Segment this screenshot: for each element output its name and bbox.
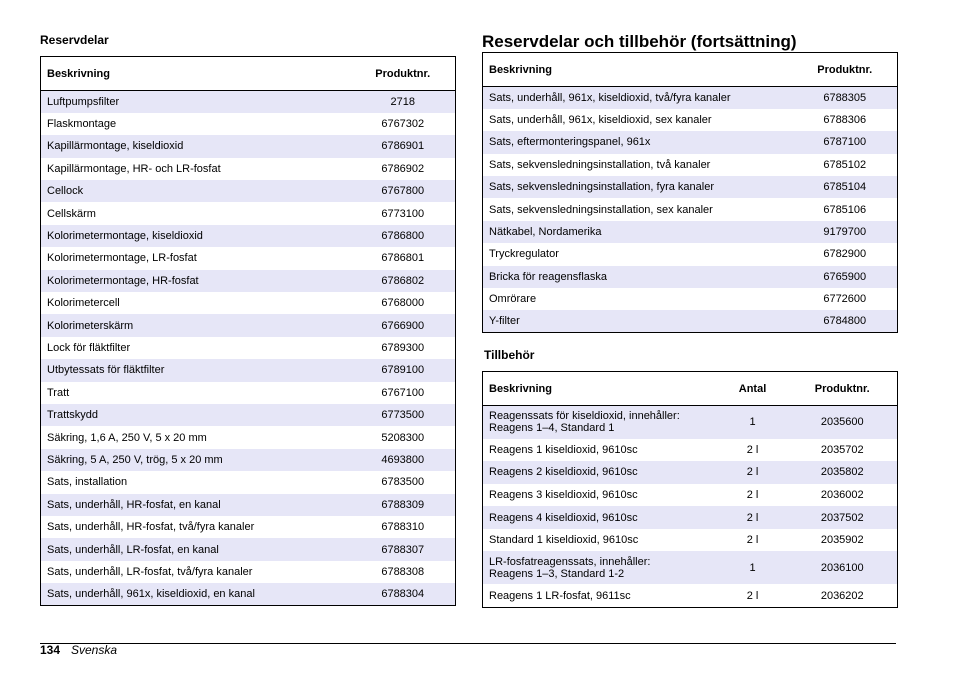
cell-product-number: 6767302 (351, 113, 456, 135)
cell-description: Sats, sekvensledningsinstallation, sex kanaler (483, 198, 793, 220)
cell-product-number: 6788309 (351, 494, 456, 516)
accessories-table (482, 371, 898, 608)
cell-description: Kolorimeterskärm (41, 314, 351, 336)
cell-description: Kolorimetermontage, LR-fosfat (41, 247, 351, 269)
cell-product-number: 2037502 (788, 506, 898, 529)
cell-product-number: 6786800 (351, 225, 456, 247)
cell-description: Tryckregulator (483, 243, 793, 265)
table-header-row (483, 372, 898, 406)
description-line: Reagens 1–3, Standard 1-2 (489, 567, 625, 580)
table-row (483, 87, 898, 109)
cell-description (483, 584, 718, 607)
cell-product-number: 6767800 (351, 180, 456, 202)
cell-description: Kolorimetercell (41, 292, 351, 314)
spare-parts-table (40, 56, 456, 606)
cell-product-number: 6789100 (351, 359, 456, 381)
cell-description (483, 529, 718, 552)
table-row (483, 198, 898, 220)
cell-product-number: 6773100 (351, 202, 456, 224)
table-row (483, 529, 898, 552)
cell-product-number: 6786902 (351, 158, 456, 180)
cell-description: Sats, underhåll, HR-fosfat, två/fyra kanaler (41, 516, 351, 538)
cell-product-number: 2035902 (788, 529, 898, 552)
cell-product-number: 6788304 (351, 583, 456, 605)
cell-product-number: 6785104 (793, 176, 898, 198)
cell-product-number: 6773500 (351, 404, 456, 426)
cell-description: Kolorimetermontage, HR-fosfat (41, 270, 351, 292)
table-header-row (483, 53, 898, 87)
table-row (483, 551, 898, 584)
cell-description: Nätkabel, Nordamerika (483, 221, 793, 243)
description-line: Reagens 1 kiseldioxid, 9610sc (489, 443, 638, 456)
column-header-description: Beskrivning (483, 53, 793, 87)
column-header-quantity: Antal (718, 372, 788, 406)
cell-description: Sats, installation (41, 471, 351, 493)
cell-quantity: 1 (718, 551, 788, 584)
table-row (41, 471, 456, 493)
cell-description: Utbytessats för fläktfilter (41, 359, 351, 381)
table-row (483, 221, 898, 243)
table-row (41, 382, 456, 404)
table-row (483, 406, 898, 439)
table-row (483, 484, 898, 507)
cell-product-number: 6788310 (351, 516, 456, 538)
table-row (483, 288, 898, 310)
table-row (41, 426, 456, 448)
cell-description: Säkring, 5 A, 250 V, trög, 5 x 20 mm (41, 449, 351, 471)
page-title: Reservdelar och tillbehör (fortsättning) (482, 32, 797, 51)
cell-product-number: 6765900 (793, 266, 898, 288)
table-row (41, 359, 456, 381)
description-line: Reagenssats för kiseldioxid, innehåller: (489, 410, 680, 423)
table-header-row (41, 57, 456, 91)
cell-description: Cellskärm (41, 202, 351, 224)
cell-product-number: 6786801 (351, 247, 456, 269)
description-line: Reagens 2 kiseldioxid, 9610sc (489, 466, 638, 479)
column-header-description: Beskrivning (483, 372, 718, 406)
cell-description: Sats, underhåll, 961x, kiseldioxid, två/fyra kanaler (483, 87, 793, 109)
table-row (41, 225, 456, 247)
cell-product-number: 6785106 (793, 198, 898, 220)
cell-product-number: 6766900 (351, 314, 456, 336)
description-line: Reagens 4 kiseldioxid, 9610sc (489, 511, 638, 524)
table-row (41, 314, 456, 336)
footer-rule (40, 643, 896, 644)
cell-description: Kolorimetermontage, kiseldioxid (41, 225, 351, 247)
cell-description: Sats, sekvensledningsinstallation, två kanaler (483, 154, 793, 176)
table-row (41, 91, 456, 113)
cell-product-number: 6768000 (351, 292, 456, 314)
table-row (41, 202, 456, 224)
table-row (41, 292, 456, 314)
table-row (41, 158, 456, 180)
table-row (483, 176, 898, 198)
cell-description: Säkring, 1,6 A, 250 V, 5 x 20 mm (41, 426, 351, 448)
description-line: Reagens 3 kiseldioxid, 9610sc (489, 488, 638, 501)
cell-product-number: 5208300 (351, 426, 456, 448)
cell-description: Y-filter (483, 310, 793, 332)
cell-description: Kapillärmontage, HR- och LR-fosfat (41, 158, 351, 180)
table-row (41, 247, 456, 269)
cell-description: Sats, sekvensledningsinstallation, fyra kanaler (483, 176, 793, 198)
cell-product-number: 6786901 (351, 135, 456, 157)
table-row (41, 270, 456, 292)
table-row (483, 439, 898, 462)
cell-product-number: 4693800 (351, 449, 456, 471)
cell-description: Trattskydd (41, 404, 351, 426)
cell-product-number: 2036002 (788, 484, 898, 507)
cell-product-number: 6788306 (793, 109, 898, 131)
cell-product-number: 2035802 (788, 461, 898, 484)
table-row (41, 538, 456, 560)
cell-description: Omrörare (483, 288, 793, 310)
table-row (41, 516, 456, 538)
table-row (41, 404, 456, 426)
cell-product-number: 6789300 (351, 337, 456, 359)
cell-description: Luftpumpsfilter (41, 91, 351, 113)
cell-description: Tratt (41, 382, 351, 404)
column-header-product-number: Produktnr. (793, 53, 898, 87)
cell-description: Flaskmontage (41, 113, 351, 135)
cell-product-number: 6788307 (351, 538, 456, 560)
table-row (41, 113, 456, 135)
cell-product-number: 9179700 (793, 221, 898, 243)
table-row (483, 154, 898, 176)
section-heading-accessories: Tillbehör (484, 348, 535, 362)
cell-description: Sats, underhåll, LR-fosfat, två/fyra kanaler (41, 561, 351, 583)
cell-product-number: 6772600 (793, 288, 898, 310)
cell-product-number: 6784800 (793, 310, 898, 332)
spare-parts-continued-table (482, 52, 898, 333)
cell-product-number: 6788308 (351, 561, 456, 583)
cell-description: Sats, underhåll, 961x, kiseldioxid, en kanal (41, 583, 351, 605)
table-row (483, 584, 898, 607)
table-row (483, 243, 898, 265)
table-row (483, 109, 898, 131)
description-line: Reagens 1–4, Standard 1 (489, 422, 615, 435)
description-line: Reagens 1 LR-fosfat, 9611sc (489, 589, 631, 602)
cell-product-number: 6782900 (793, 243, 898, 265)
table-row (41, 180, 456, 202)
cell-quantity: 2 l (718, 484, 788, 507)
table-row (483, 266, 898, 288)
cell-description: Bricka för reagensflaska (483, 266, 793, 288)
cell-description: Sats, underhåll, LR-fosfat, en kanal (41, 538, 351, 560)
table-row (41, 561, 456, 583)
cell-description (483, 484, 718, 507)
table-row (41, 494, 456, 516)
cell-product-number: 6787100 (793, 131, 898, 153)
cell-description: Sats, eftermonteringspanel, 961x (483, 131, 793, 153)
table-row (483, 310, 898, 332)
table-row (483, 506, 898, 529)
column-header-product-number: Produktnr. (351, 57, 456, 91)
column-header-product-number: Produktnr. (788, 372, 898, 406)
description-line: LR-fosfatreagenssats, innehåller: (489, 555, 651, 568)
cell-description: Kapillärmontage, kiseldioxid (41, 135, 351, 157)
cell-product-number: 2036202 (788, 584, 898, 607)
cell-product-number: 6786802 (351, 270, 456, 292)
cell-description (483, 439, 718, 462)
column-header-description: Beskrivning (41, 57, 351, 91)
cell-product-number: 2718 (351, 91, 456, 113)
cell-description (483, 406, 718, 439)
cell-quantity: 2 l (718, 529, 788, 552)
cell-product-number: 2035702 (788, 439, 898, 462)
cell-product-number: 6767100 (351, 382, 456, 404)
cell-description: Sats, underhåll, HR-fosfat, en kanal (41, 494, 351, 516)
cell-description: Cellock (41, 180, 351, 202)
cell-description (483, 506, 718, 529)
page-number: 134 (40, 643, 61, 657)
description-line: Standard 1 kiseldioxid, 9610sc (489, 534, 639, 547)
table-row (41, 583, 456, 605)
table-row (41, 449, 456, 471)
cell-quantity: 1 (718, 406, 788, 439)
cell-product-number: 6785102 (793, 154, 898, 176)
table-row (41, 337, 456, 359)
table-row (483, 131, 898, 153)
footer-language: Svenska (71, 643, 118, 657)
cell-quantity: 2 l (718, 461, 788, 484)
table-row (41, 135, 456, 157)
cell-quantity: 2 l (718, 506, 788, 529)
cell-product-number: 6783500 (351, 471, 456, 493)
cell-description: Sats, underhåll, 961x, kiseldioxid, sex kanaler (483, 109, 793, 131)
section-heading-spare-parts: Reservdelar (40, 33, 109, 47)
cell-product-number: 2036100 (788, 551, 898, 584)
cell-description: Lock för fläktfilter (41, 337, 351, 359)
cell-quantity: 2 l (718, 439, 788, 462)
cell-product-number: 6788305 (793, 87, 898, 109)
table-row (483, 461, 898, 484)
cell-description (483, 461, 718, 484)
cell-quantity: 2 l (718, 584, 788, 607)
cell-product-number: 2035600 (788, 406, 898, 439)
cell-description (483, 551, 718, 584)
